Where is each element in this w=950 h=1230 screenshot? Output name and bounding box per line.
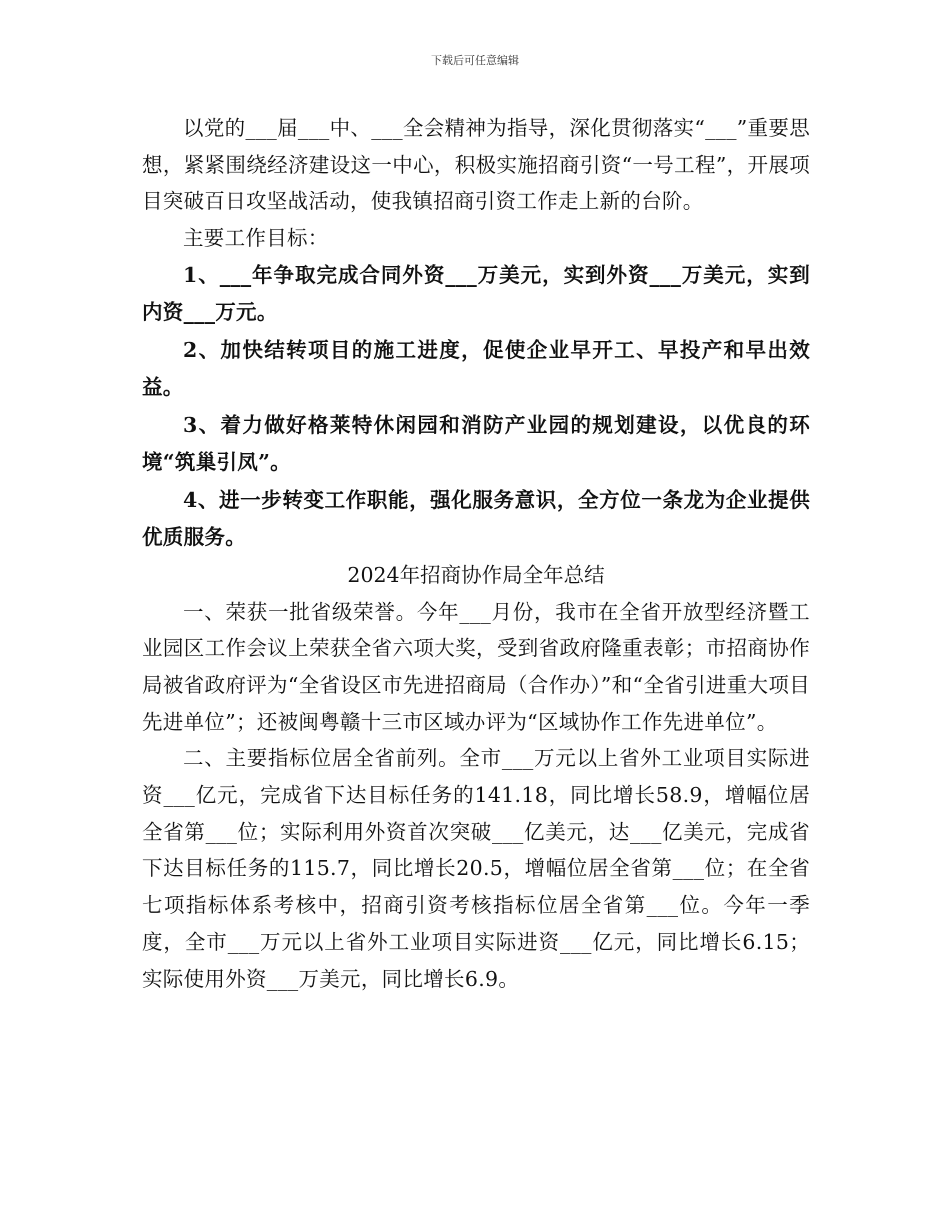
goal-item-3: 3、着力做好格莱特休闲园和消防产业园的规划建设，以优良的环境“筑巢引凤”。: [142, 412, 810, 475]
document-body: [142, 110, 810, 997]
summary-title: 2024年招商协作局全年总结: [347, 562, 605, 587]
intro-paragraph: 以党的___届___中、___全会精神为指导，深化贯彻落实“___”重要思想，紧紧围绕经济建设这一中心，积极实施招商引资“一号工程”，开展项目突破百日攻坚战活动，使我镇招商引资工作走上新的台阶。: [142, 116, 810, 214]
summary-paragraph-2: 二、主要指标位居全省前列。全市___万元以上省外工业项目实际进资___亿元，完成省下达目标任务的141.18，同比增长58.9，增幅位居全省第___位；实际利用外资首次突破___亿美元，达___亿美元，完成省下达目标任务的115.7，同比增长20.5，增幅位居全省第___位；在全省七项指标体系考核中，招商引资考核指标位居全省第___位。今年一季度，全市___万元以上省外工业项目实际进资___亿元，同比增长6.15；实际使用外资___万美元，同比增长6.9。: [142, 746, 810, 991]
summary-paragraph-1: 一、荣获一批省级荣誉。今年___月份，我市在全省开放型经济暨工业园区工作会议上荣获全省六项大奖，受到省政府隆重表彰；市招商协作局被省政府评为“全省设区市先进招商局（合作办）”和“全省引进重大项目先进单位”；还被闽粤赣十三市区域办评为“区域协作工作先进单位”。: [142, 599, 810, 734]
goal-item-1: 1、___年争取完成合同外资___万美元，实到外资___万美元，实到内资___万元。: [142, 262, 810, 325]
goals-heading: 主要工作目标：: [183, 226, 329, 251]
goal-item-4: 4、进一步转变工作职能，强化服务意识，全方位一条龙为企业提供优质服务。: [142, 487, 810, 550]
goal-item-2: 2、加快结转项目的施工进度，促使企业早开工、早投产和早出效益。: [142, 337, 810, 400]
page-header: 下载后可任意编辑: [431, 54, 519, 67]
